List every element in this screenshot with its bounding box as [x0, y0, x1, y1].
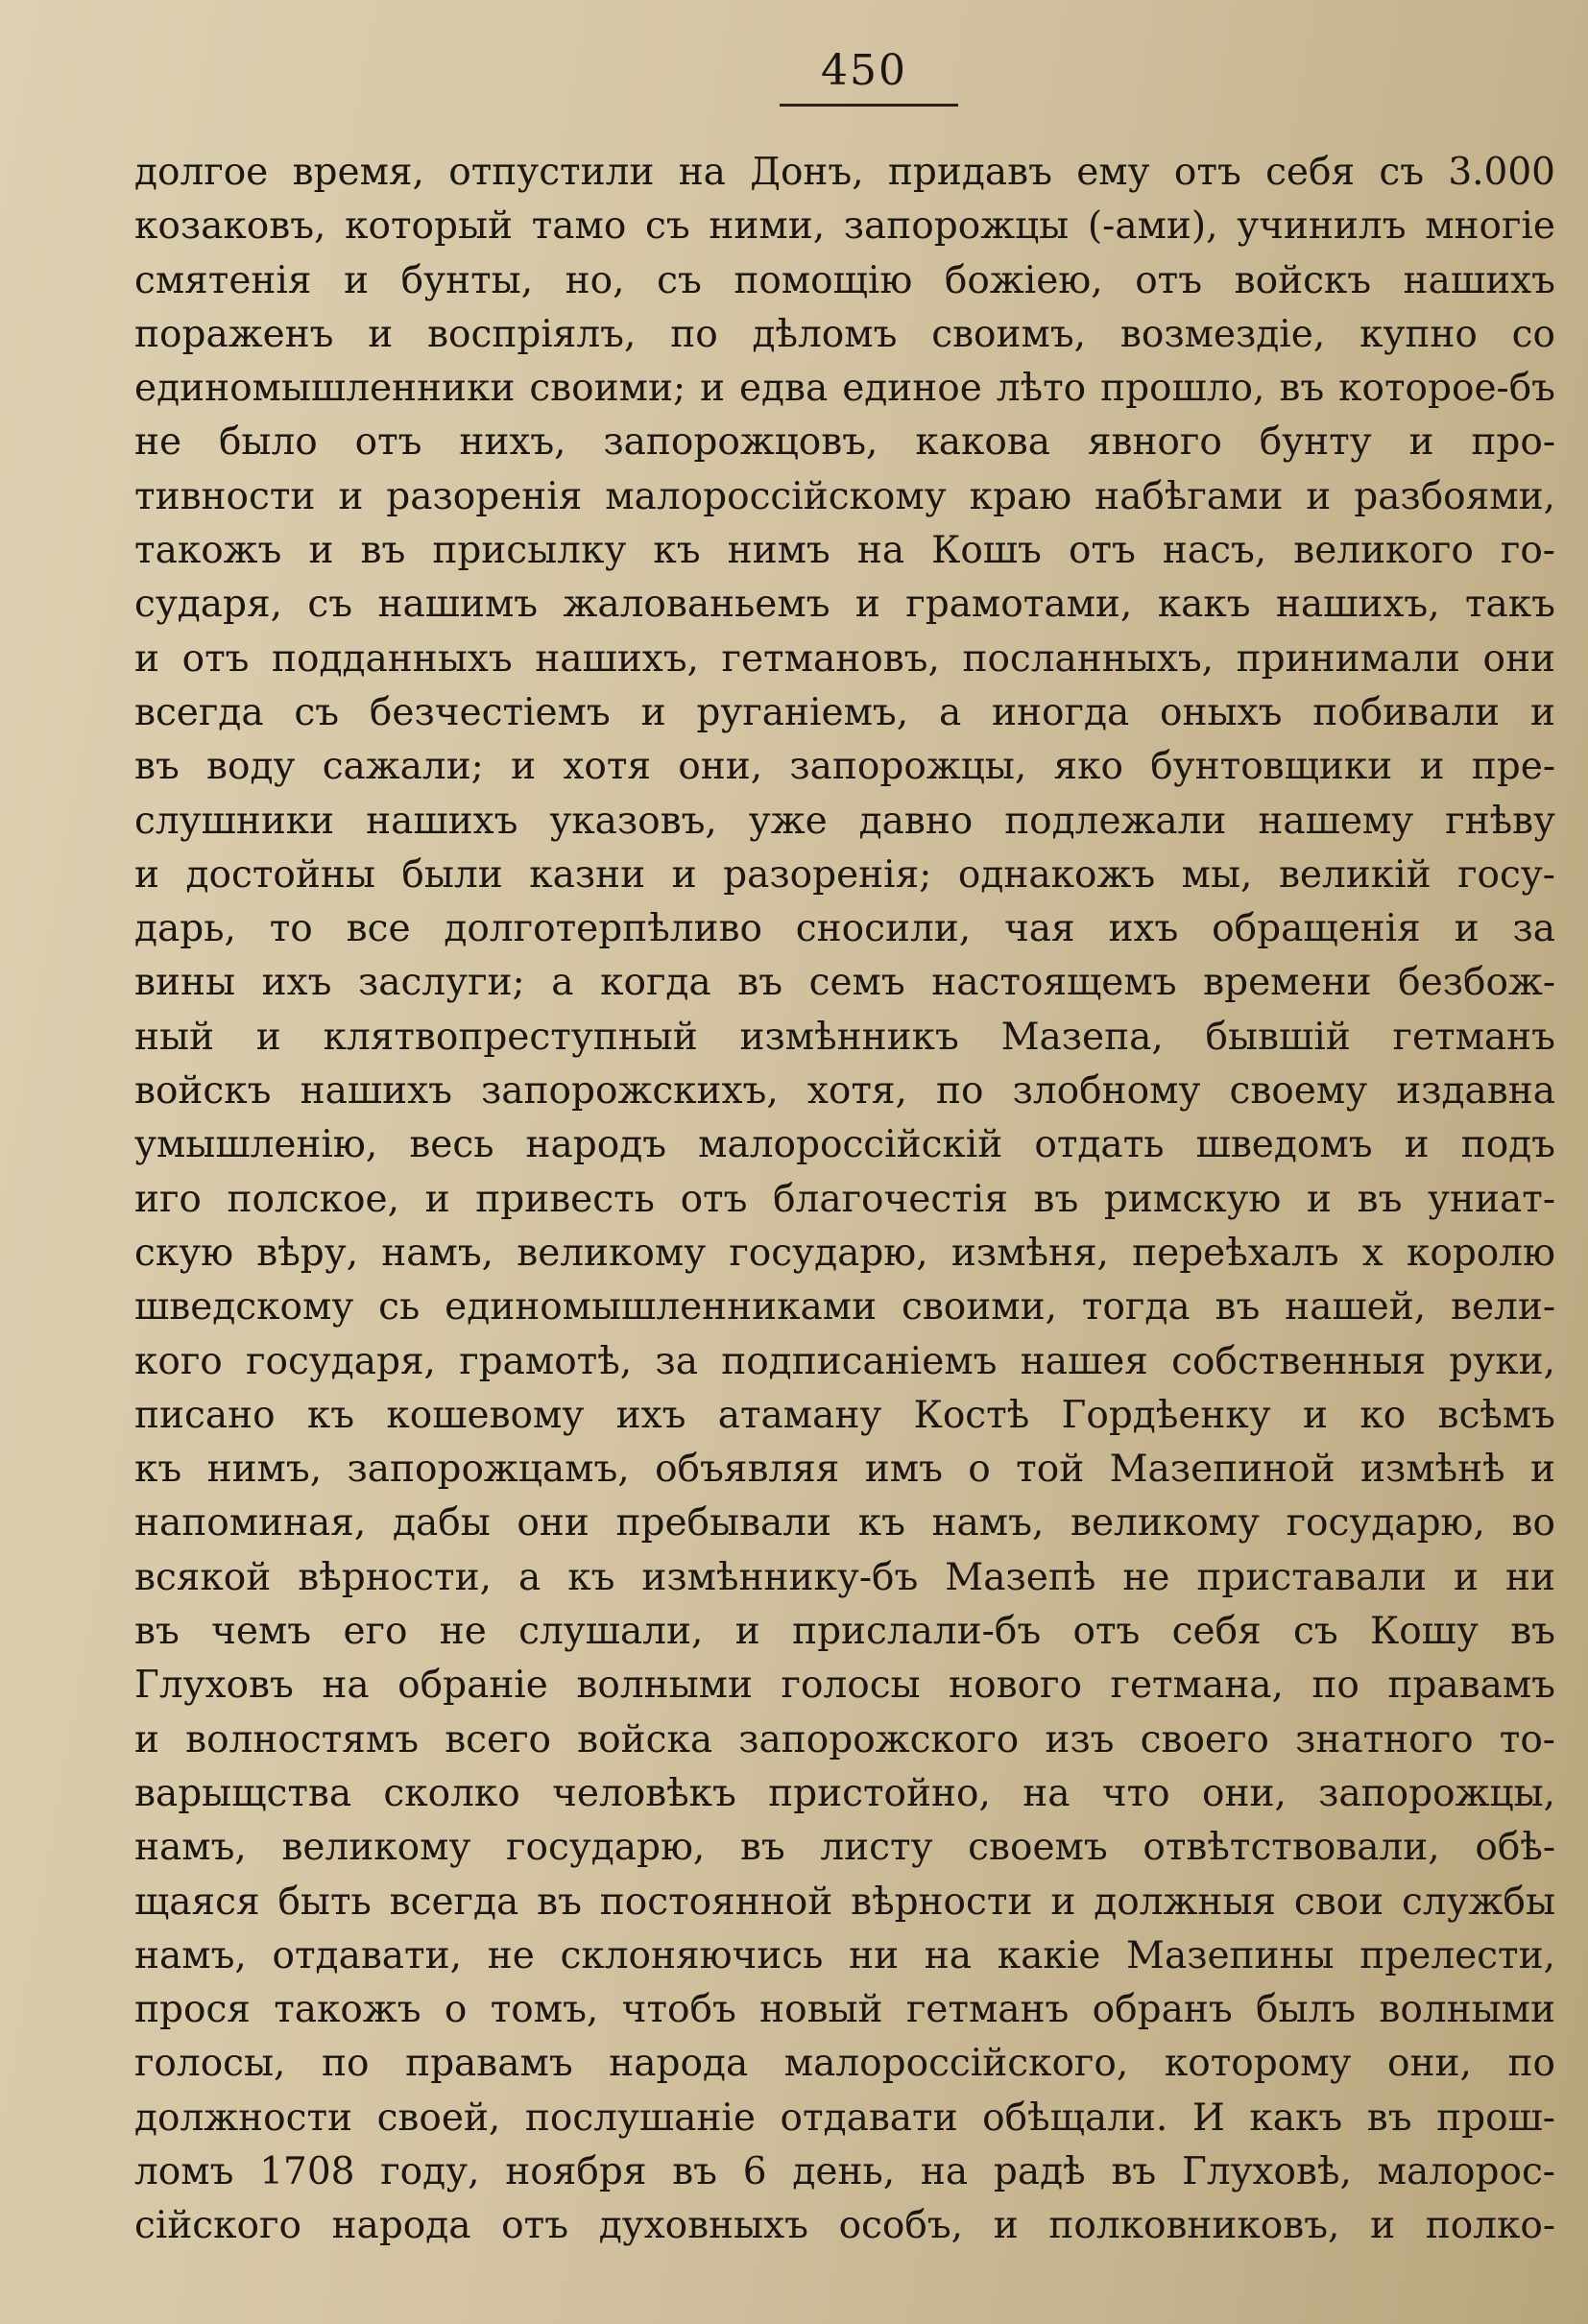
- text-line: не было отъ нихъ, запорожцовъ, какова явного бунту и про-: [134, 420, 1555, 465]
- text-line: Глуховъ на обраніе волными голосы нового гетмана, по правамъ: [134, 1664, 1555, 1708]
- text-line: въ чемъ его не слушали, и прислали-бъ отъ себя съ Кошу въ: [134, 1610, 1555, 1654]
- text-line: въ воду сажали; и хотя они, запорожцы, яко бунтовщики и пре-: [134, 745, 1555, 789]
- text-line: всегда съ безчестіемъ и руганіемъ, а иногда оныхъ побивали и: [134, 690, 1555, 734]
- page-number-rule: [780, 104, 958, 107]
- text-line: всякой вѣрности, а къ измѣннику-бъ Мазепѣ не приставали и ни: [134, 1555, 1555, 1599]
- text-line: кого государя, грамотѣ, за подписаніемъ нашея собственныя руки,: [134, 1339, 1555, 1383]
- text-line: вины ихъ заслуги; а когда въ семъ настоящемъ времени безбож-: [134, 961, 1555, 1005]
- text-line: и волностямъ всего войска запорожского изъ своего знатного то-: [134, 1717, 1555, 1761]
- text-line: и отъ подданныхъ нашихъ, гетмановъ, посланныхъ, принимали они: [134, 636, 1555, 681]
- text-line: смятенія и бунты, но, съ помощію божіею, отъ войскъ нашихъ: [134, 258, 1555, 302]
- text-line: варыщства сколко человѣкъ пристойно, на что они, запорожцы,: [134, 1771, 1555, 1815]
- text-line: сударя, съ нашимъ жалованьемъ и грамотами, какъ нашихъ, такъ: [134, 583, 1555, 627]
- text-line: ломъ 1708 году, ноября въ 6 день, на радѣ въ Глуховѣ, малорос-: [134, 2149, 1555, 2193]
- text-line: умышленію, весь народъ малороссійскій отдать шведомъ и подъ: [134, 1123, 1555, 1167]
- text-line: щаяся быть всегда въ постоянной вѣрности и должныя свои службы: [134, 1880, 1555, 1924]
- text-line: такожъ и въ присылку къ нимъ на Кошъ отъ насъ, великого го-: [134, 529, 1555, 573]
- text-line: писано къ кошевому ихъ атаману Костѣ Гордѣенку и ко всѣмъ: [134, 1393, 1555, 1437]
- body-text: [134, 146, 1555, 2254]
- text-line: намъ, великому государю, въ листу своемъ отвѣтствовали, обѣ-: [134, 1826, 1555, 1870]
- text-line: прося такожъ о томъ, чтобъ новый гетманъ обранъ былъ волными: [134, 1988, 1555, 2032]
- text-line: дарь, то все долготерпѣливо сносили, чая ихъ обращенія и за: [134, 907, 1555, 951]
- text-line: тивности и разоренія малороссійскому краю набѣгами и разбоями,: [134, 474, 1555, 518]
- text-line: шведскому сь единомышленниками своими, тогда въ нашей, вели-: [134, 1285, 1555, 1330]
- text-line: единомышленники своими; и едва единое лѣто прошло, въ которое-бъ: [134, 367, 1555, 411]
- text-line: скую вѣру, намъ, великому государю, измѣня, переѣхалъ х королю: [134, 1231, 1555, 1275]
- text-line: должности своей, послушаніе отдавати обѣщали. И какъ въ прош-: [134, 2096, 1555, 2140]
- text-line: напоминая, дабы они пребывали къ намъ, великому государю, во: [134, 1501, 1555, 1545]
- text-line: къ нимъ, запорожцамъ, объявляя имъ о той Мазепиной измѣнѣ и: [134, 1448, 1555, 1492]
- text-line: долгое время, отпустили на Донъ, придавъ ему отъ себя съ 3.000: [134, 151, 1555, 194]
- text-line: козаковъ, который тамо съ ними, запорожцы (-ами), учинилъ многіе: [134, 204, 1555, 249]
- text-line: сійского народа отъ духовныхъ особъ, и полковниковъ, и полко-: [134, 2204, 1555, 2248]
- text-line: слушники нашихъ указовъ, уже давно подлежали нашему гнѣву: [134, 799, 1555, 843]
- text-line: намъ, отдавати, не склоняючись ни на какіе Мазепины прелести,: [134, 1933, 1555, 1977]
- text-line: пораженъ и воспріялъ, по дѣломъ своимъ, возмездіе, купно со: [134, 312, 1555, 356]
- page-number: 450: [821, 46, 907, 95]
- text-line: иго полское, и привесть отъ благочестія въ римскую и въ униат-: [134, 1177, 1555, 1221]
- text-line: и достойны были казни и разоренія; однакожъ мы, великій госу-: [134, 852, 1555, 897]
- text-line: ный и клятвопреступный измѣнникъ Мазепа, бывшій гетманъ: [134, 1015, 1555, 1059]
- text-line: войскъ нашихъ запорожскихъ, хотя, по злобному своему издавна: [134, 1069, 1555, 1114]
- text-line: голосы, по правамъ народа малороссійского, которому они, по: [134, 2042, 1555, 2086]
